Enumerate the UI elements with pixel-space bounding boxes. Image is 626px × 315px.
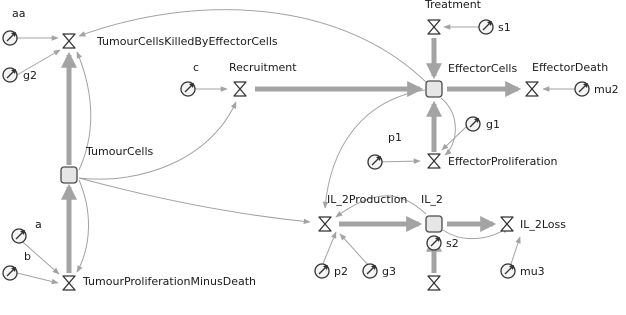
flow-recruit-label: Recruitment <box>229 61 297 74</box>
param-s2-icon[interactable] <box>427 236 441 250</box>
param-a-label: a <box>35 218 42 231</box>
param-c-label: c <box>193 61 200 74</box>
param-b-icon[interactable] <box>3 266 17 280</box>
valve-s2-icon[interactable] <box>428 276 440 290</box>
valve-edeath-icon[interactable] <box>526 82 538 96</box>
flow-killed-label: TumourCellsKilledByEffectorCells <box>97 35 278 48</box>
valve-eprolif-icon[interactable] <box>428 154 440 168</box>
stock-effector-label: EffectorCells <box>448 62 518 75</box>
param-g1-label: g1 <box>486 118 500 131</box>
param-b-label: b <box>24 250 31 263</box>
param-g3-label: g3 <box>382 265 396 278</box>
link-tumour-prolif <box>77 180 89 272</box>
flow-il2loss-label: IL_2Loss <box>520 218 566 231</box>
flow-eprolif-label: EffectorProliferation <box>448 155 558 168</box>
link-tumour-il2prod <box>79 178 310 222</box>
flow-edeath-label: EffectorDeath <box>532 61 609 74</box>
link-g3-il2prod <box>340 234 369 266</box>
stock-tumour-box[interactable] <box>61 167 77 183</box>
param-mu2-label: mu2 <box>594 83 619 96</box>
link-effector-eprolif <box>441 98 455 155</box>
stock-il2-box[interactable] <box>426 216 442 232</box>
link-tumour-recruit <box>79 102 236 179</box>
param-aa-icon[interactable] <box>3 31 17 45</box>
link-effector-il2prod <box>325 90 425 208</box>
param-a-icon[interactable] <box>12 229 26 243</box>
param-s2-label: s2 <box>446 237 459 250</box>
valve-prolif-icon[interactable] <box>63 276 75 290</box>
labels <box>12 0 619 288</box>
link-g1-eprolif <box>442 127 466 150</box>
flow-il2prod-label: IL_2Production <box>327 193 408 206</box>
param-aa-label: aa <box>12 7 26 20</box>
param-p1-label: p1 <box>388 131 402 144</box>
valve-il2loss-icon[interactable] <box>501 217 513 231</box>
link-p2-il2prod <box>322 232 336 266</box>
stock-effector-box[interactable] <box>426 81 442 97</box>
param-g3-icon[interactable] <box>363 264 377 278</box>
link-mu3-il2loss <box>511 237 520 264</box>
param-mu2-icon[interactable] <box>575 82 589 96</box>
param-p2-label: p2 <box>334 265 348 278</box>
stock-il2-label: IL_2 <box>421 193 443 206</box>
param-s1-label: s1 <box>498 21 511 34</box>
stock-tumour-label: TumourCells <box>86 145 154 158</box>
param-g2-icon[interactable] <box>3 68 17 82</box>
param-mu3-label: mu3 <box>520 265 545 278</box>
valve-recruit-icon[interactable] <box>234 82 246 96</box>
param-g1-icon[interactable] <box>466 117 480 131</box>
param-mu3-icon[interactable] <box>501 264 515 278</box>
valve-treatment-icon[interactable] <box>428 20 440 34</box>
param-g2-label: g2 <box>23 69 37 82</box>
flow-prolif-label: TumourProliferationMinusDeath <box>83 275 256 288</box>
param-p1-icon[interactable] <box>368 155 382 169</box>
param-p2-icon[interactable] <box>315 264 329 278</box>
param-s1-icon[interactable] <box>479 20 493 34</box>
valve-il2prod-icon[interactable] <box>319 217 331 231</box>
flow-treatment-label: Treatment <box>425 0 481 11</box>
link-b-prolif <box>17 273 58 283</box>
valve-killed-icon[interactable] <box>63 34 75 48</box>
param-c-icon[interactable] <box>181 82 195 96</box>
